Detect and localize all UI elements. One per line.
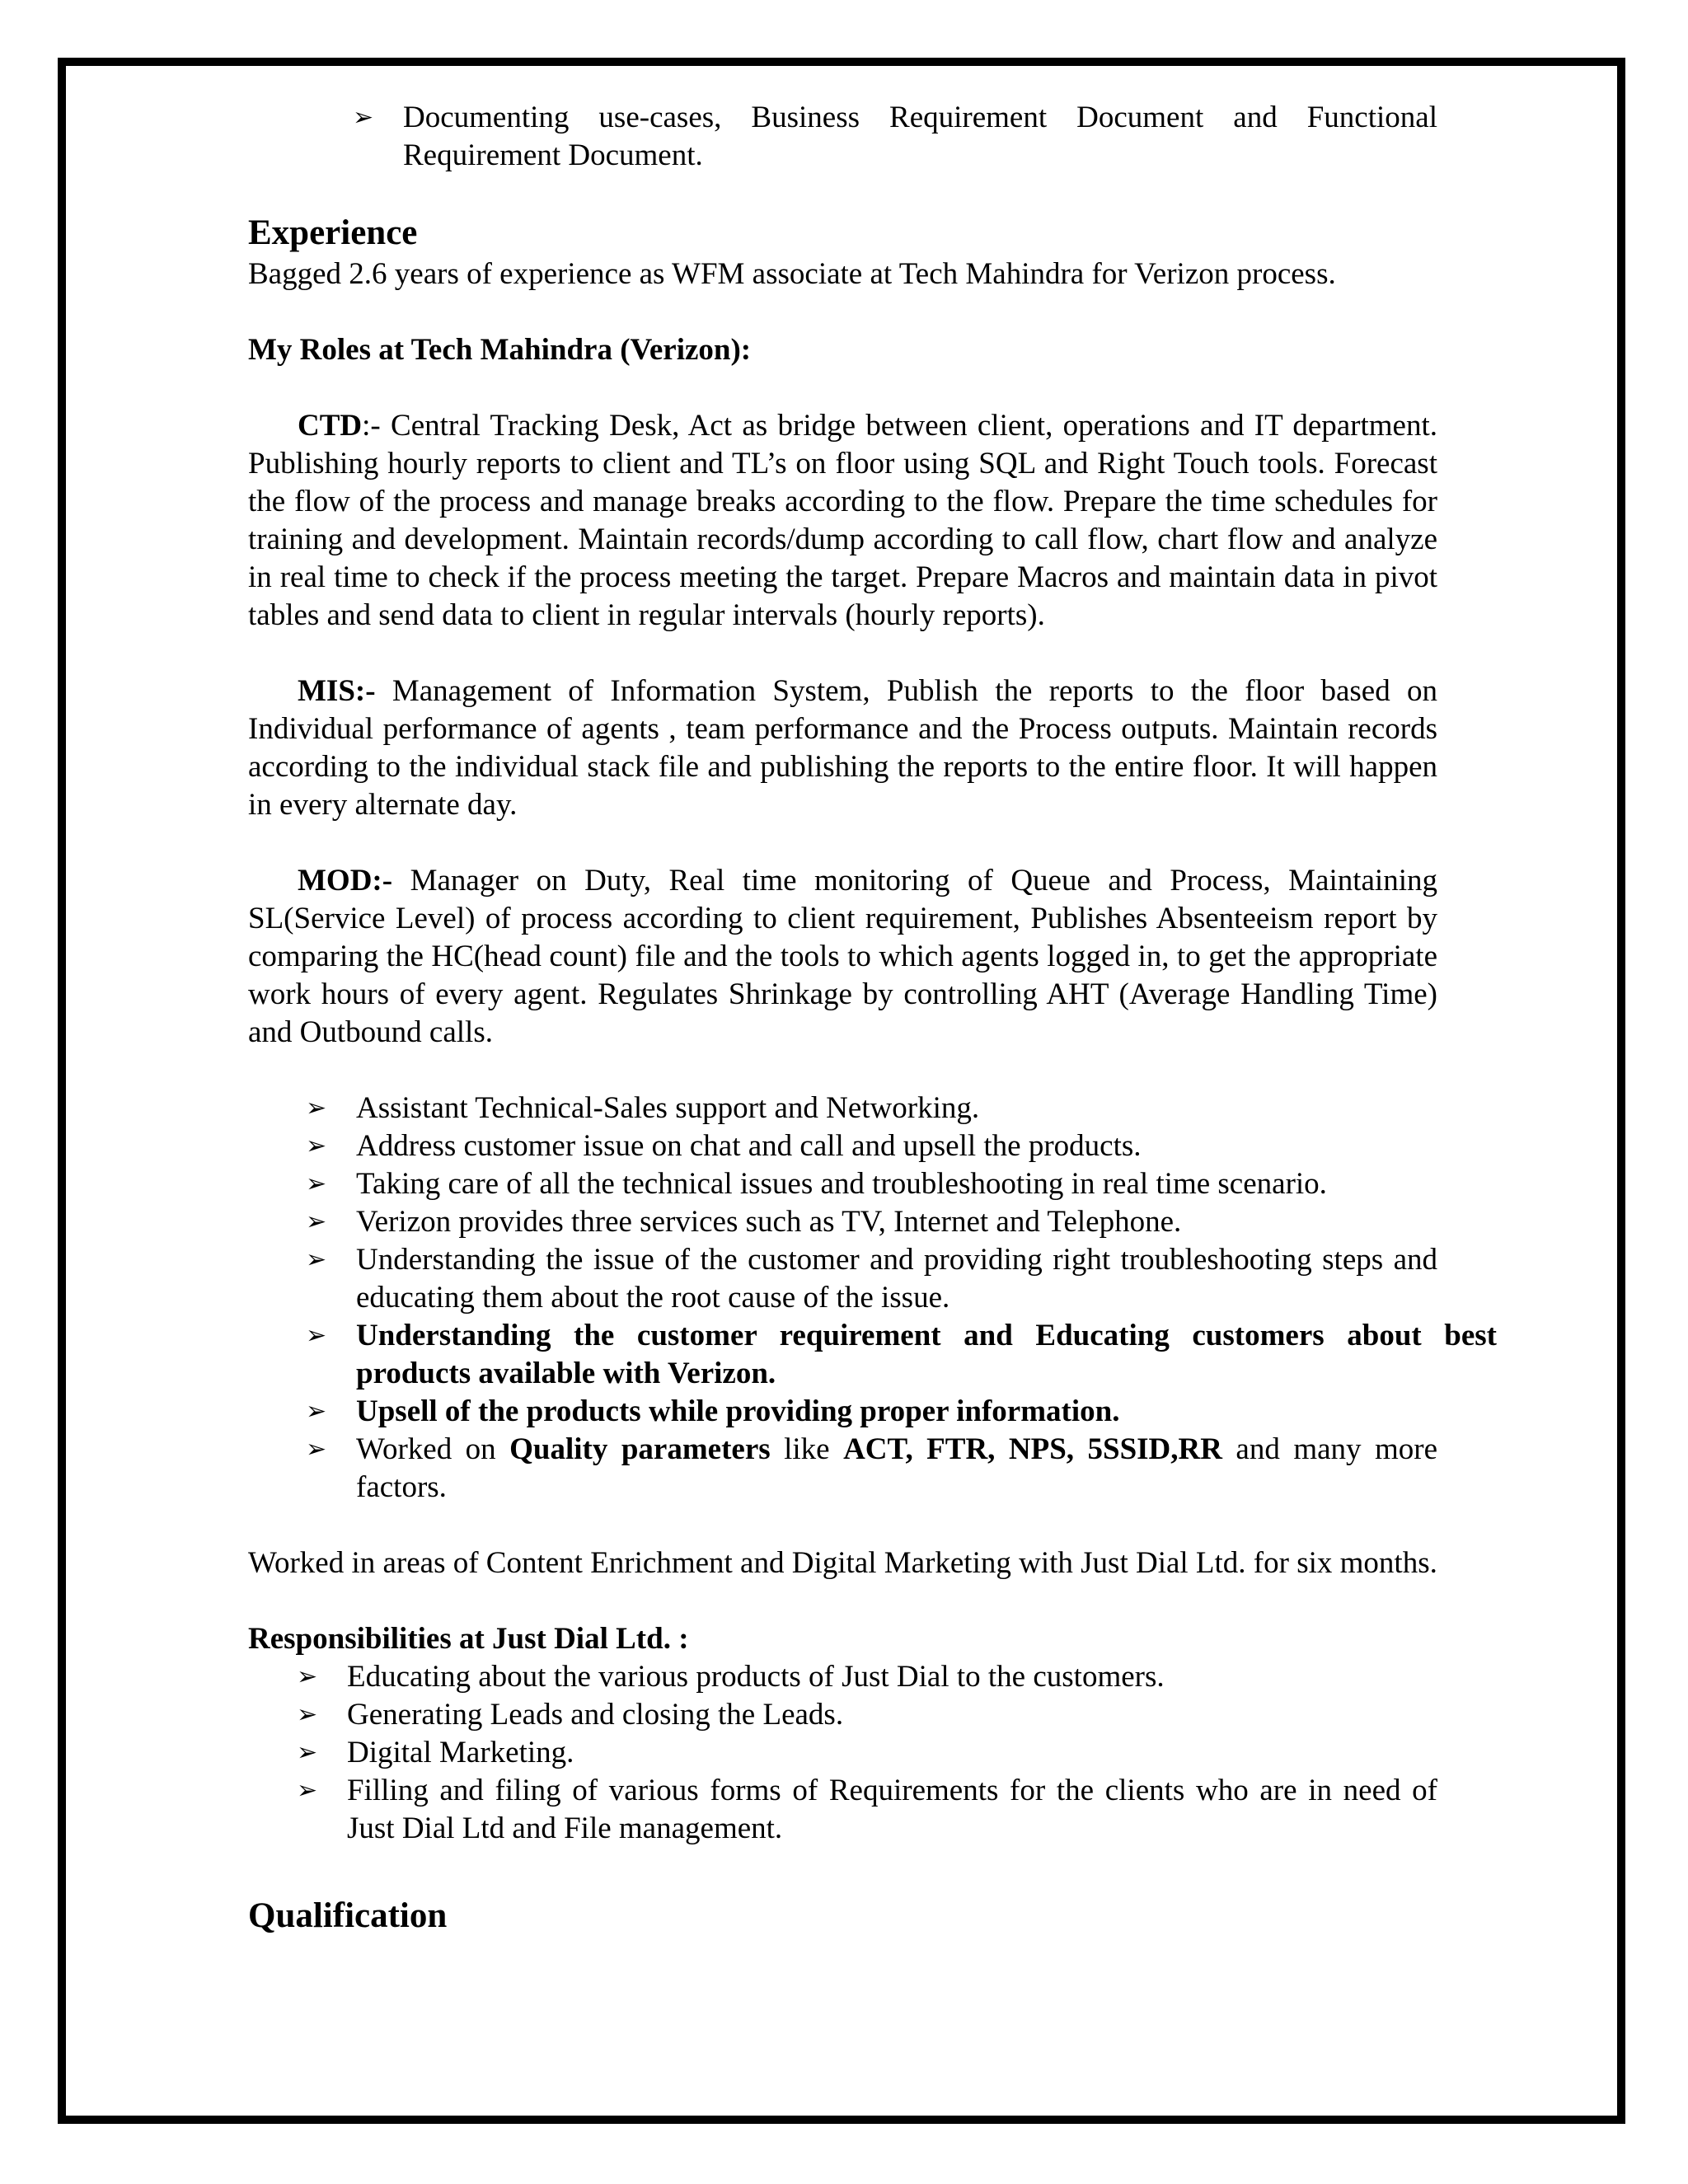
mod-paragraph: MOD:- Manager on Duty, Real time monitoring of Queue and Process, Maintaining SL(Service Level) of process according to client requirement, Publishes Absenteeism report by comparing the HC(head count) file and the tools to which agents logged in, to get the appropriate work hours of every agent. Regulates Shrinkage by controlling AHT (Average Handling Time) and Outbound calls.	[248, 864, 1437, 1049]
list-item: ➢ Address customer issue on chat and call and upsell the products.	[356, 1127, 1437, 1165]
list-item: ➢ Filling and filing of various forms of Requirements for the clients who are in need of Just Dial Ltd and File management.	[297, 1774, 1437, 1845]
list-item: ➢ Understanding the issue of the customer and providing right troubleshooting steps and educating them about the root cause of the issue.	[306, 1243, 1437, 1315]
roles-bullet-list	[306, 1090, 1497, 1507]
justdial-heading: Responsibilities at Just Dial Ltd. :	[248, 1622, 689, 1656]
arrow-bullet-icon: ➢	[306, 1435, 327, 1464]
arrow-bullet-icon: ➢	[306, 1397, 327, 1426]
list-item: ➢ Assistant Technical-Sales support and Networking.	[356, 1090, 1437, 1127]
experience-heading: Experience	[248, 213, 418, 252]
list-item: ➢ Documenting use-cases, Business Requirement Document and Functional Requirement Document.	[353, 101, 1437, 172]
arrow-bullet-icon: ➢	[306, 1132, 327, 1160]
arrow-bullet-icon: ➢	[306, 1245, 327, 1274]
top-bullet-list	[353, 99, 1437, 175]
arrow-bullet-icon: ➢	[306, 1169, 327, 1198]
arrow-bullet-icon: ➢	[306, 1207, 327, 1236]
experience-intro: Bagged 2.6 years of experience as WFM associate at Tech Mahindra for Verizon process.	[248, 257, 1336, 291]
arrow-bullet-icon: ➢	[306, 1094, 327, 1122]
list-item: ➢ Taking care of all the technical issues and troubleshooting in real time scenario.	[356, 1165, 1437, 1203]
arrow-bullet-icon: ➢	[297, 1662, 318, 1691]
ctd-label: CTD	[298, 409, 363, 443]
list-item: ➢ Understanding the customer requirement and Educating customers about best products available with Verizon.	[306, 1319, 1497, 1390]
list-item: ➢ Digital Marketing.	[347, 1734, 1437, 1772]
list-item: ➢ Educating about the various products of Just Dial to the customers.	[347, 1658, 1437, 1696]
resume-page	[248, 99, 1497, 1938]
qualification-heading: Qualification	[248, 1896, 448, 1935]
mis-label: MIS:-	[298, 674, 376, 708]
roles-heading: My Roles at Tech Mahindra (Verizon):	[248, 333, 752, 367]
arrow-bullet-icon: ➢	[297, 1776, 318, 1805]
arrow-bullet-icon: ➢	[297, 1700, 318, 1729]
arrow-bullet-icon: ➢	[297, 1738, 318, 1767]
mod-label: MOD:-	[298, 864, 393, 898]
justdial-intro: Worked in areas of Content Enrichment and Digital Marketing with Just Dial Ltd. for six months.	[248, 1546, 1437, 1580]
arrow-bullet-icon: ➢	[306, 1321, 327, 1350]
list-item: ➢ Upsell of the products while providing proper information.	[356, 1393, 1437, 1431]
arrow-bullet-icon: ➢	[353, 103, 374, 132]
justdial-bullet-list	[297, 1658, 1437, 1848]
list-item: ➢ Generating Leads and closing the Leads.	[347, 1696, 1437, 1734]
mis-paragraph: MIS:- Management of Information System, Publish the reports to the floor based on Individual performance of agents , team performance and the Process outputs. Maintain records according to the individual stack file and publishing the reports to the entire floor. It will happen in every alternate day.	[248, 674, 1437, 822]
ctd-paragraph: CTD:- Central Tracking Desk, Act as bridge between client, operations and IT department. Publishing hourly reports to client and TL’s on floor using SQL and Right Touch tools. Forecast the flow of the process and manage breaks according to the flow. Prepare the time schedules for training and development. Maintain records/dump according to call flow, chart flow and analyze in real time to check if the process meeting the target. Prepare Macros and maintain data in pivot tables and send data to client in regular intervals (hourly reports).	[248, 409, 1437, 632]
list-item: ➢ Worked on Quality parameters like ACT, FTR, NPS, 5SSID,RR and many more factors.	[306, 1432, 1438, 1504]
list-item: ➢ Verizon provides three services such as TV, Internet and Telephone.	[356, 1203, 1437, 1241]
